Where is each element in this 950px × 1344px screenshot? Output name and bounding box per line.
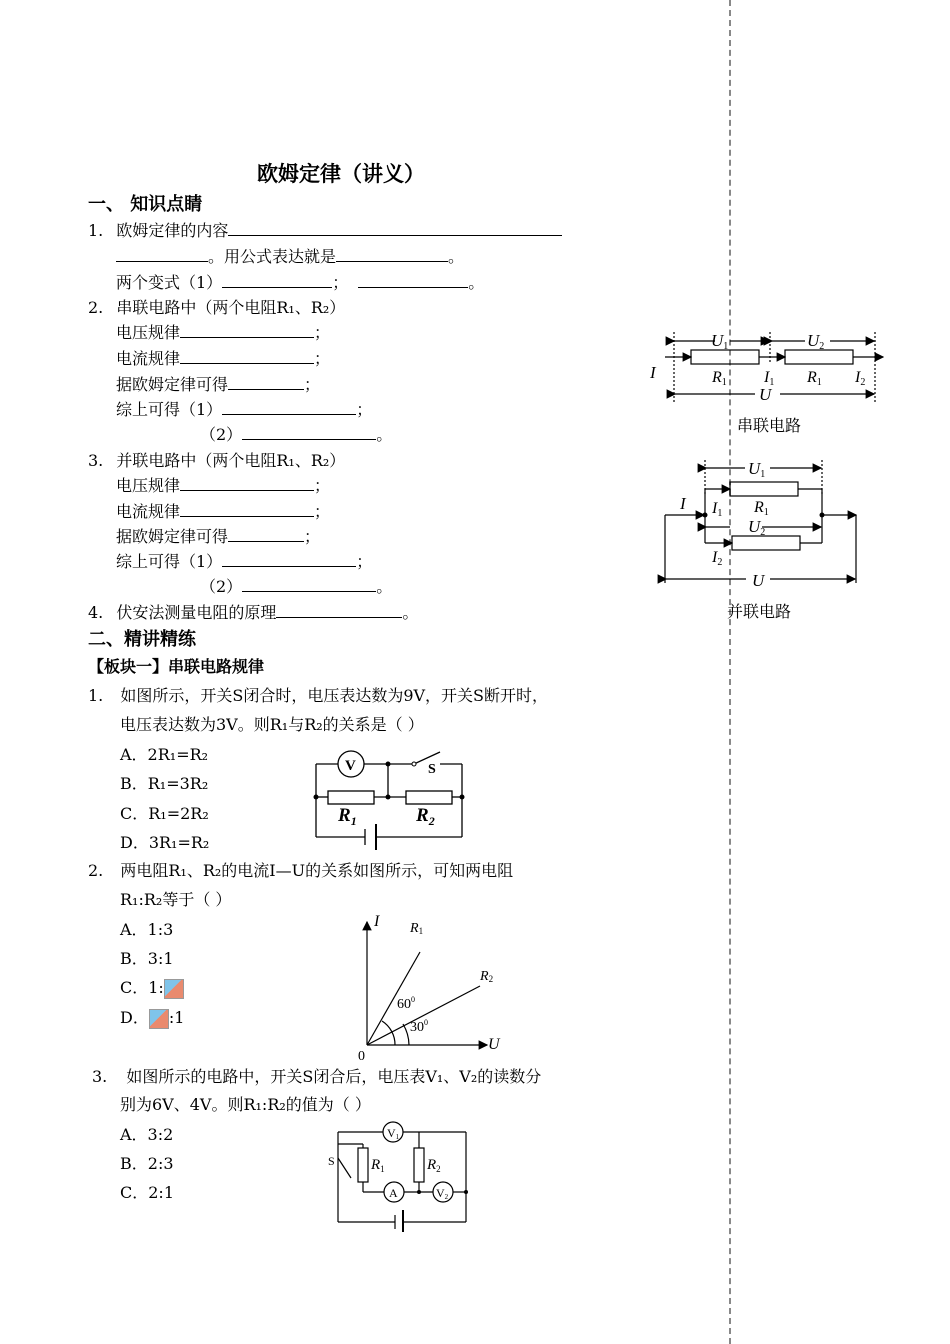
series-ohm-rule: [116, 372, 320, 395]
junction-dot: [820, 513, 825, 518]
option-b[interactable]: B．3:1: [120, 949, 174, 968]
label-r1: $R_1$: [338, 805, 357, 828]
knowledge-item-1: [88, 218, 562, 241]
item-text: 综上可得（1）: [116, 400, 223, 419]
junction-dot: [703, 513, 708, 518]
option-b[interactable]: B．2:3: [120, 1154, 174, 1173]
option-a[interactable]: A．2R₁=R₂: [120, 745, 209, 764]
label-v1: V1: [387, 1126, 400, 1141]
label-v2: V2: [436, 1186, 449, 1201]
label-u: U: [759, 385, 772, 404]
junction-dot: [386, 795, 391, 800]
question-text: 如图所示的电路中，开关S闭合后，电压表V₁、V₂的读数分: [126, 1067, 542, 1086]
punct: 。: [448, 247, 465, 266]
question-3-line2: 别为6V、4V。则R₁:R₂的值为（ ）: [120, 1095, 371, 1114]
item-text: 电压规律: [116, 323, 181, 342]
fill-blank: [222, 552, 356, 567]
item-text: （2）: [200, 425, 243, 444]
fill-blank: [116, 247, 208, 262]
question-3: [92, 1064, 541, 1087]
item-text: 电流规律: [116, 502, 181, 521]
resistor-r2: [785, 350, 853, 364]
punct: ；: [314, 349, 331, 368]
knowledge-item-1-line3: [116, 270, 484, 293]
option-c[interactable]: C．R₁=2R₂: [120, 804, 209, 823]
fill-blank: [180, 323, 314, 338]
label-u2: U2: [748, 517, 766, 538]
question-1: [88, 683, 548, 706]
label-60: $60^0$: [397, 995, 415, 1012]
resistor-r2: [732, 536, 800, 550]
item-text: 据欧姆定律可得: [116, 375, 229, 394]
fill-blank: [276, 603, 402, 618]
section-heading-knowledge: 一、 知识点睛: [88, 194, 203, 215]
label-u: U: [488, 1036, 500, 1053]
fill-blank: [180, 476, 314, 491]
label-r2: R1: [807, 369, 822, 388]
knowledge-item-4: [88, 600, 418, 623]
label-i: I: [680, 494, 686, 513]
page-title: 欧姆定律（讲义）: [257, 161, 425, 186]
question-number: 1.: [88, 686, 104, 705]
item-text: 两个变式（1）: [116, 273, 223, 292]
parallel-summary-1: [116, 549, 372, 572]
question-2: [88, 858, 513, 881]
broken-image-icon: [149, 1009, 169, 1029]
item-text: 伏安法测量电阻的原理: [116, 603, 277, 622]
resistor-r2: [406, 791, 452, 804]
resistor-r1: [730, 482, 798, 496]
switch-s: [338, 1158, 351, 1178]
series-summary-1: [116, 397, 372, 420]
fill-blank: [242, 425, 376, 440]
option-d[interactable]: [120, 1005, 184, 1029]
label-origin: 0: [358, 1049, 365, 1064]
label-r1: R1: [754, 499, 769, 518]
label-a: A: [389, 1186, 398, 1200]
label-r1: R1: [712, 369, 727, 388]
label-i1: I1: [712, 500, 723, 519]
option-b[interactable]: B．R₁=3R₂: [120, 774, 209, 793]
option-c[interactable]: C．2:1: [120, 1183, 174, 1202]
item-text: 据欧姆定律可得: [116, 527, 229, 546]
label-r1: R1: [410, 921, 424, 936]
series-summary-2: [200, 422, 392, 445]
label-i1: I1: [764, 369, 775, 388]
item-number: 1.: [88, 221, 104, 240]
junction-dot: [386, 762, 391, 767]
item-text: 欧姆定律的内容: [116, 221, 229, 240]
parallel-summary-2: [200, 574, 392, 597]
question-text: 如图所示，开关S闭合时，电压表达数为9V，开关S断开时，: [120, 686, 549, 705]
question-number: 2.: [88, 861, 104, 880]
item-text: 电压规律: [116, 476, 181, 495]
fill-blank: [180, 502, 314, 517]
series-caption: 串联电路: [737, 416, 802, 435]
option-d[interactable]: D．3R₁=R₂: [120, 833, 210, 852]
parallel-ohm-rule: [116, 524, 320, 547]
item-text: 电流规律: [116, 349, 181, 368]
punct: 。: [376, 425, 393, 444]
section-heading-practice: 二、精讲精练: [88, 629, 196, 650]
fill-blank: [358, 273, 468, 288]
punct: ；: [356, 552, 373, 571]
item-text: 并联电路中（两个电阻R₁、R₂）: [116, 451, 346, 470]
label-v: V: [345, 758, 356, 774]
resistor-r1: [358, 1148, 368, 1182]
item-text: 。用公式表达就是: [208, 247, 337, 266]
option-suffix: :1: [168, 1008, 185, 1027]
option-c[interactable]: [120, 975, 184, 999]
q3-circuit-figure: [325, 1120, 475, 1232]
junction-dot: [464, 1190, 468, 1194]
label-i: I: [374, 913, 380, 930]
fill-blank: [222, 400, 356, 415]
punct: ；: [314, 502, 331, 521]
junction-dot: [314, 795, 319, 800]
item-number: 2.: [88, 298, 104, 317]
q1-circuit-figure: [310, 748, 470, 856]
label-r2: $R_2$: [416, 805, 435, 828]
item-number: 4.: [88, 603, 104, 622]
label-u2: U2: [807, 331, 825, 352]
label-30: $30^0$: [410, 1018, 428, 1035]
punct: ；: [314, 323, 331, 342]
angle-arc-30: [403, 1024, 409, 1045]
label-r2: R2: [480, 969, 494, 984]
knowledge-item-1-line2: [116, 244, 464, 267]
fill-blank: [242, 577, 376, 592]
dashed-cut-line: [729, 0, 731, 1344]
series-voltage-rule: [116, 320, 330, 343]
knowledge-item-3: [88, 448, 345, 471]
option-a[interactable]: A．3:2: [120, 1125, 174, 1144]
question-2-line2: R₁:R₂等于（ ）: [120, 890, 232, 909]
switch-s: [414, 752, 440, 764]
q2-iu-graph: [352, 912, 512, 1064]
junction-dot: [417, 1190, 421, 1194]
switch-contact: [412, 762, 416, 766]
label-u1: U1: [748, 459, 766, 480]
label-s: S: [328, 1154, 335, 1168]
series-current-rule: [116, 346, 330, 369]
label-r2: $R_2$: [427, 1157, 441, 1174]
fill-blank: [222, 273, 332, 288]
label-u1: U1: [711, 331, 729, 352]
resistor-r1: [328, 791, 374, 804]
parallel-current-rule: [116, 499, 330, 522]
item-text: （2）: [200, 577, 243, 596]
resistor-r1: [691, 350, 759, 364]
question-text: 两电阻R₁、R₂的电流I—U的关系如图所示，可知两电阻: [120, 861, 514, 880]
punct: ；: [304, 375, 321, 394]
label-u: U: [752, 571, 765, 590]
parallel-circuit-figure: [650, 455, 865, 595]
broken-image-icon: [164, 979, 184, 999]
punct: 。: [376, 577, 393, 596]
item-text: 串联电路中（两个电阻R₁、R₂）: [116, 298, 346, 317]
punct: 。: [468, 273, 485, 292]
punct: ；: [314, 476, 331, 495]
punct: ；: [356, 400, 373, 419]
option-a[interactable]: A．1:3: [120, 920, 174, 939]
angle-arc-60: [382, 1021, 395, 1045]
resistor-r2: [414, 1148, 424, 1182]
fill-blank: [228, 527, 304, 542]
label-i: I: [650, 363, 656, 382]
question-1-line2: 电压表达数为3V。则R₁与R₂的关系是（ ）: [120, 715, 424, 734]
fill-blank: [228, 375, 304, 390]
punct: ；: [304, 527, 321, 546]
fill-blank: [228, 221, 562, 236]
label-r1: $R_1$: [371, 1157, 385, 1174]
fill-blank: [180, 349, 314, 364]
fill-blank: [336, 247, 448, 262]
parallel-voltage-rule: [116, 473, 330, 496]
block-heading: 【板块一】串联电路规律: [88, 657, 265, 676]
item-text: 综上可得（1）: [116, 552, 223, 571]
label-i2: I2: [855, 369, 866, 388]
label-s: S: [428, 762, 436, 777]
item-number: 3.: [88, 451, 104, 470]
label-i2: I2: [712, 549, 723, 568]
junction-dot: [460, 795, 465, 800]
question-number: 3.: [92, 1067, 108, 1086]
punct: 。: [402, 603, 419, 622]
punct: ；: [332, 273, 349, 292]
option-label: D．: [120, 1008, 149, 1027]
parallel-caption: 并联电路: [727, 602, 792, 621]
option-label: C．1:: [120, 978, 164, 997]
knowledge-item-2: [88, 295, 345, 318]
